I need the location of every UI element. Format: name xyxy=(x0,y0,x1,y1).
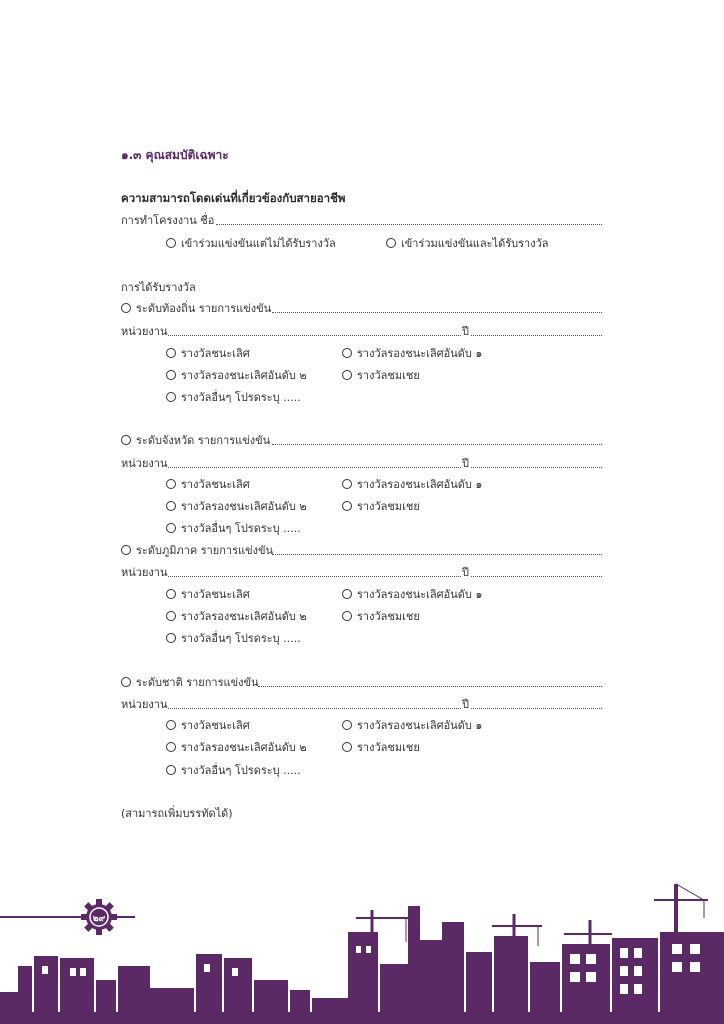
award-runner-up-1-national[interactable]: รางวัลรองชนะเลิศอันดับ ๑ xyxy=(342,716,482,734)
subheading: ความสามารถโดดเด่นที่เกี่ยวข้องกับสายอาชีพ xyxy=(121,191,346,205)
year-field-province[interactable] xyxy=(471,467,602,468)
agency-label: หน่วยงาน xyxy=(121,457,168,470)
agency-field-national[interactable] xyxy=(168,708,461,709)
award-runner-up-1-local[interactable]: รางวัลรองชนะเลิศอันดับ ๑ xyxy=(342,344,482,362)
project-name-field[interactable] xyxy=(216,224,602,225)
agency-field-local[interactable] xyxy=(168,335,461,336)
level-province[interactable]: ระดับจังหวัด รายการแข่งขัน xyxy=(121,431,270,449)
award-title: การได้รับรางวัล xyxy=(121,281,196,294)
competition-field-local[interactable] xyxy=(272,312,602,313)
competition-field-national[interactable] xyxy=(258,686,602,687)
year-field-national[interactable] xyxy=(471,708,602,709)
award-runner-up-2-region[interactable]: รางวัลรองชนะเลิศอันดับ ๒ xyxy=(166,607,307,625)
radio-circle-icon xyxy=(166,348,176,358)
section-title: ๑.๓ คุณสมบัติเฉพาะ xyxy=(121,148,229,162)
level-region[interactable]: ระดับภูมิภาค รายการแข่งขัน xyxy=(121,541,273,559)
award-honorable-province[interactable]: รางวัลชมเชย xyxy=(342,497,420,515)
agency-field-province[interactable] xyxy=(168,467,461,468)
radio-circle-icon xyxy=(342,611,352,621)
radio-circle-icon xyxy=(386,238,396,248)
award-winner-national[interactable]: รางวัลชนะเลิศ xyxy=(166,716,250,734)
award-honorable-national[interactable]: รางวัลชมเชย xyxy=(342,738,420,756)
radio-circle-icon xyxy=(166,479,176,489)
award-runner-up-1-province[interactable]: รางวัลรองชนะเลิศอันดับ ๑ xyxy=(342,475,482,493)
agency-field-region[interactable] xyxy=(168,576,461,577)
award-other-province[interactable]: รางวัลอื่นๆ โปรดระบุ ..... xyxy=(166,519,301,537)
radio-circle-icon xyxy=(166,720,176,730)
radio-circle-icon xyxy=(166,633,176,643)
project-label: การทำโครงงาน ชื่อ xyxy=(121,214,215,227)
radio-circle-icon xyxy=(166,238,176,248)
level-local[interactable]: ระดับท้องถิ่น รายการแข่งขัน xyxy=(121,299,271,317)
year-field-region[interactable] xyxy=(471,576,602,577)
award-runner-up-2-local[interactable]: รางวัลรองชนะเลิศอันดับ ๒ xyxy=(166,366,307,384)
competition-field-province[interactable] xyxy=(272,444,602,445)
radio-circle-icon xyxy=(166,589,176,599)
radio-circle-icon xyxy=(166,501,176,511)
award-honorable-region[interactable]: รางวัลชมเชย xyxy=(342,607,420,625)
project-option-award[interactable]: เข้าร่วมแข่งขันและได้รับรางวัล xyxy=(386,234,549,252)
award-winner-province[interactable]: รางวัลชนะเลิศ xyxy=(166,475,250,493)
year-label: ปี xyxy=(462,566,469,579)
year-field-local[interactable] xyxy=(471,335,602,336)
city-skyline-footer xyxy=(0,870,724,1024)
award-runner-up-2-province[interactable]: รางวัลรองชนะเลิศอันดับ ๒ xyxy=(166,497,307,515)
award-winner-local[interactable]: รางวัลชนะเลิศ xyxy=(166,344,250,362)
radio-circle-icon xyxy=(166,523,176,533)
radio-circle-icon xyxy=(121,435,131,445)
agency-label: หน่วยงาน xyxy=(121,698,168,711)
award-honorable-local[interactable]: รางวัลชมเชย xyxy=(342,366,420,384)
award-other-national[interactable]: รางวัลอื่นๆ โปรดระบุ ..... xyxy=(166,761,301,779)
radio-circle-icon xyxy=(121,677,131,687)
radio-circle-icon xyxy=(342,501,352,511)
radio-circle-icon xyxy=(342,370,352,380)
project-option-no-award[interactable]: เข้าร่วมแข่งขันแต่ไม่ได้รับรางวัล xyxy=(166,234,336,252)
year-label: ปี xyxy=(462,457,469,470)
footnote: (สามารถเพิ่มบรรทัดได้) xyxy=(121,807,233,820)
radio-circle-icon xyxy=(166,742,176,752)
radio-circle-icon xyxy=(121,303,131,313)
radio-circle-icon xyxy=(342,348,352,358)
award-runner-up-2-national[interactable]: รางวัลรองชนะเลิศอันดับ ๒ xyxy=(166,738,307,756)
award-other-region[interactable]: รางวัลอื่นๆ โปรดระบุ ..... xyxy=(166,629,301,647)
award-other-local[interactable]: รางวัลอื่นๆ โปรดระบุ ..... xyxy=(166,388,301,406)
year-label: ปี xyxy=(462,325,469,338)
radio-circle-icon xyxy=(166,765,176,775)
agency-label: หน่วยงาน xyxy=(121,325,168,338)
radio-circle-icon xyxy=(166,611,176,621)
year-label: ปี xyxy=(462,698,469,711)
radio-circle-icon xyxy=(342,479,352,489)
award-winner-region[interactable]: รางวัลชนะเลิศ xyxy=(166,585,250,603)
page-number: ๒๙ xyxy=(92,914,106,924)
agency-label: หน่วยงาน xyxy=(121,566,168,579)
radio-circle-icon xyxy=(166,392,176,402)
radio-circle-icon xyxy=(121,545,131,555)
radio-circle-icon xyxy=(342,720,352,730)
award-runner-up-1-region[interactable]: รางวัลรองชนะเลิศอันดับ ๑ xyxy=(342,585,482,603)
radio-circle-icon xyxy=(342,742,352,752)
radio-circle-icon xyxy=(342,589,352,599)
radio-circle-icon xyxy=(166,370,176,380)
competition-field-region[interactable] xyxy=(272,554,602,555)
level-national[interactable]: ระดับชาติ รายการแข่งขัน xyxy=(121,673,259,691)
